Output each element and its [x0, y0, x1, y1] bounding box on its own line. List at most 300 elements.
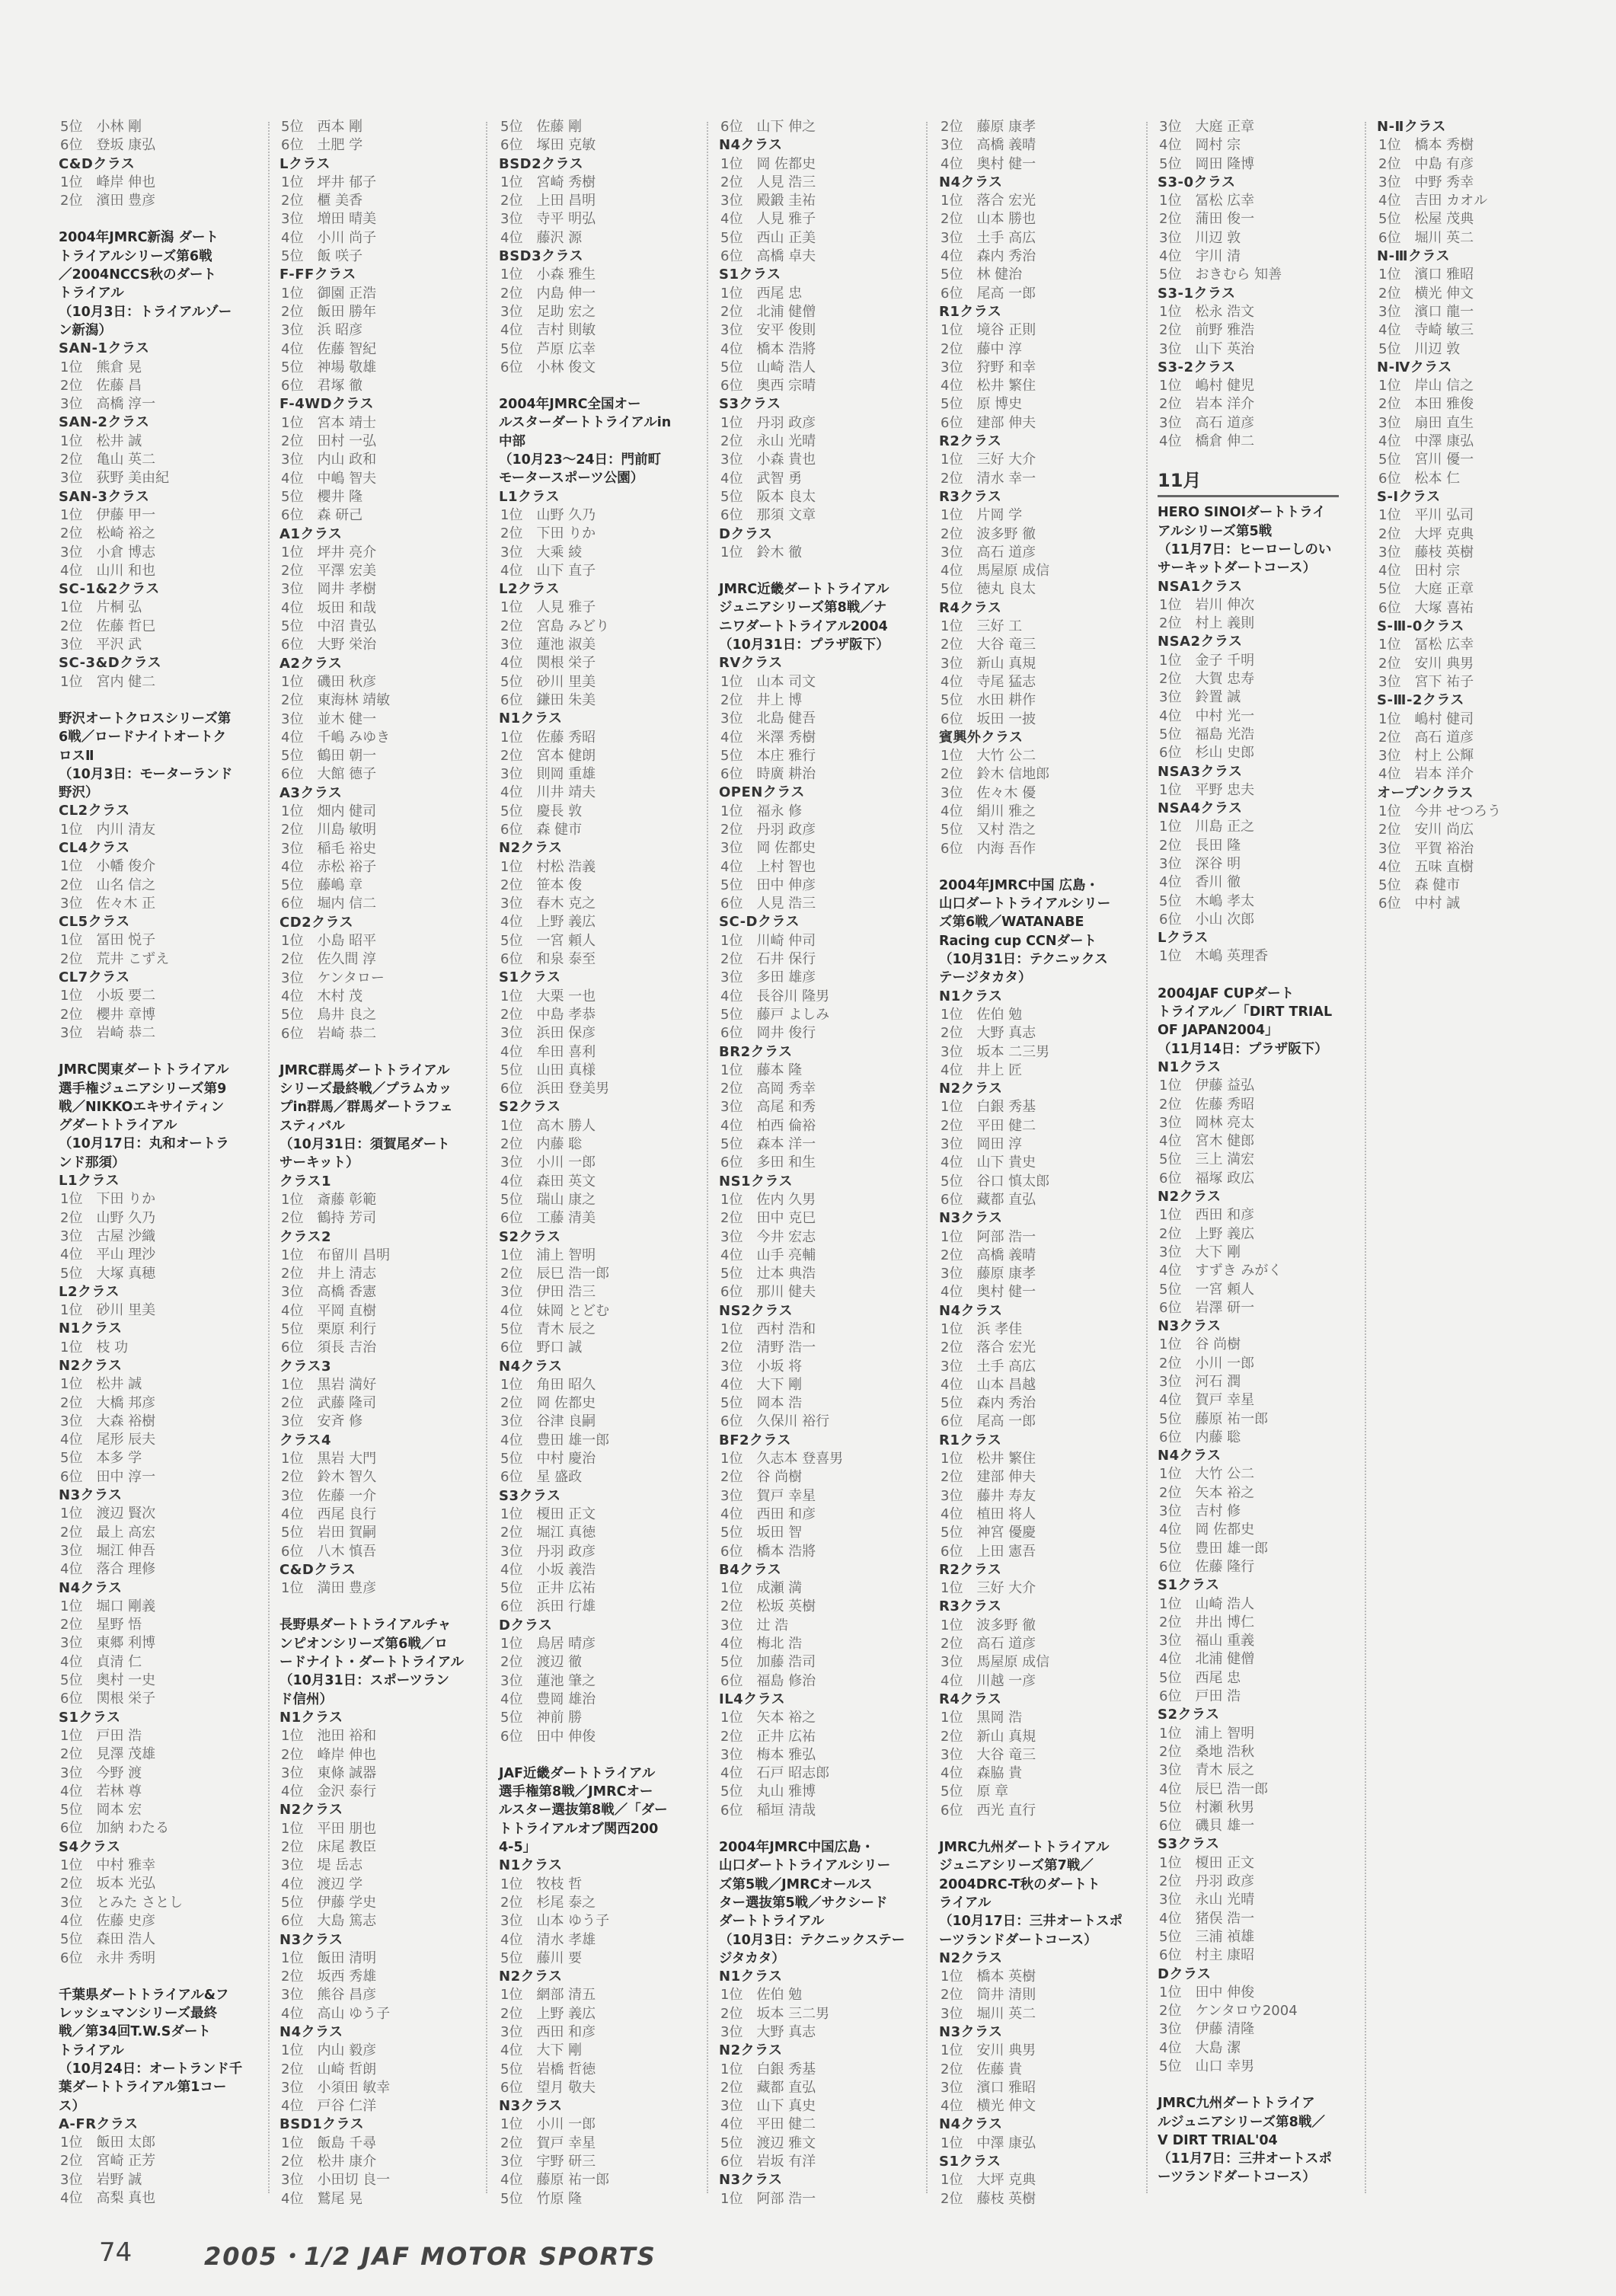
result-entry: 1位 鈴木 徹 [720, 544, 803, 560]
result-entry: 1位 川崎 仲司 [720, 932, 816, 949]
event-title-line: ズ第5戦／JMRCオールス [719, 1876, 873, 1892]
event-title-line: （10月31日：テクニックス [939, 952, 1108, 968]
result-entry: 4位 井上 匠 [941, 1062, 1023, 1078]
event-title-line: 2004DRC-T秋のダートト [939, 1876, 1100, 1892]
result-entry: 1位 浜 孝佳 [941, 1321, 1023, 1337]
event-title-line: ードナイト・ダートトライアル [279, 1655, 465, 1671]
result-entry: 1位 岩川 伸次 [1159, 596, 1255, 613]
event-title-line: 戦／第34回T.W.Sダート [59, 2024, 211, 2040]
result-entry: 3位 土手 高広 [941, 1358, 1036, 1375]
result-entry: 6位 尾高 一郎 [941, 285, 1036, 302]
result-entry: 1位 境谷 正則 [941, 322, 1036, 339]
result-entry: 6位 登坂 康弘 [60, 137, 156, 154]
result-entry: 3位 川辺 敦 [1159, 229, 1241, 246]
event-title-line: JAF近畿ダートトライアル [499, 1765, 656, 1781]
event-title-line: （10月17日：三井オートスポ [939, 1914, 1123, 1930]
result-entry: 4位 橋本 浩將 [720, 340, 816, 357]
result-entry: 6位 浜田 行雄 [500, 1598, 596, 1615]
result-entry: 1位 中村 雅幸 [60, 1857, 156, 1874]
result-entry: 5位 宮川 優一 [1378, 452, 1474, 468]
result-entry: 3位 伊田 浩三 [500, 1284, 596, 1301]
result-entry: 2位 荒井 こずえ [60, 950, 170, 967]
result-entry: 4位 平岡 直樹 [281, 1302, 377, 1319]
result-entry: 3位 小坂 将 [720, 1358, 803, 1375]
event-title-line: ンピオンシリーズ第6戦／ロ [279, 1636, 448, 1652]
class-heading: S2クラス [499, 1228, 561, 1245]
result-entry: 3位 佐々木 正 [60, 895, 156, 912]
result-entry: 4位 鷲尾 晃 [281, 2190, 363, 2207]
result-entry: 6位 多田 和生 [720, 1154, 816, 1171]
event-title-line: JMRC群馬ダートトライアル [279, 1062, 450, 1078]
event-title-line: （10月31日：須賀尾ダート [279, 1137, 450, 1153]
result-entry: 3位 岡井 孝樹 [281, 581, 377, 598]
result-entry: 3位 中野 秀幸 [1378, 174, 1474, 190]
class-heading: S-Ⅲ-2クラス [1377, 692, 1464, 709]
result-entry: 5位 森田 浩人 [60, 1931, 156, 1948]
result-entry: 3位 辻 浩 [720, 1617, 789, 1633]
event-title-line: ス） [59, 2098, 85, 2114]
result-entry: 6位 田中 淳一 [60, 1468, 156, 1485]
result-entry: 6位 磯貝 雄一 [1159, 1818, 1255, 1835]
result-entry: 2位 田中 克巳 [720, 1210, 816, 1227]
result-entry: 1位 阿部 浩一 [720, 2190, 816, 2207]
result-entry: 3位 浜 昭彦 [281, 322, 363, 339]
result-entry: 2位 櫻井 章博 [60, 1006, 156, 1023]
class-heading: S2クラス [499, 1099, 561, 1116]
result-entry: 6位 堀川 英二 [1378, 229, 1474, 246]
event-title-line: グダートトライアル [59, 1118, 177, 1134]
result-entry: 1位 松永 浩文 [1159, 303, 1255, 320]
result-entry: 1位 黒岩 大門 [281, 1451, 377, 1467]
result-entry: 1位 黒岩 満好 [281, 1376, 377, 1393]
spacer [279, 1043, 470, 1062]
result-entry: 2位 平澤 宏美 [281, 563, 377, 580]
result-entry: 3位 堀川 英二 [941, 2005, 1036, 2022]
result-entry: 5位 竹原 隆 [500, 2190, 583, 2207]
result-entry: 5位 栗原 利行 [281, 1321, 377, 1337]
class-heading: N4クラス [279, 2023, 343, 2040]
spacer [939, 858, 1129, 877]
class-heading: SAN-3クラス [59, 488, 150, 505]
result-entry: 1位 西村 浩和 [720, 1321, 816, 1337]
result-entry: 6位 工藤 清美 [500, 1210, 596, 1227]
result-entry: 6位 戸田 浩 [1159, 1688, 1241, 1705]
result-entry: 4位 高梨 真也 [60, 2190, 156, 2207]
result-entry: 6位 森 健市 [500, 821, 583, 838]
result-entry: 3位 平沢 武 [60, 637, 142, 653]
class-heading: C&Dクラス [279, 1561, 356, 1578]
class-heading: NSA2クラス [1158, 634, 1243, 650]
result-entry: 5位 又村 浩之 [941, 822, 1036, 838]
result-entry: 1位 平川 弘司 [1378, 507, 1474, 524]
result-entry: 5位 岩田 賀嗣 [281, 1525, 377, 1541]
result-entry: 5位 佐藤 剛 [500, 119, 583, 135]
result-entry: 3位 大野 真志 [720, 2023, 816, 2040]
class-heading: S1クラス [719, 267, 781, 283]
result-entry: 3位 小倉 博志 [60, 544, 156, 560]
result-entry: 1位 片桐 弘 [60, 599, 142, 616]
result-entry: 6位 小山 次郎 [1159, 911, 1255, 928]
result-entry: 1位 三好 工 [941, 618, 1023, 635]
event-title-line: ター選抜第5戦／サクシード [719, 1895, 888, 1911]
result-entry: 4位 吉村 則敏 [500, 322, 596, 339]
result-entry: 4位 小川 尚子 [281, 229, 377, 246]
result-entry: 6位 森 研己 [281, 507, 363, 524]
class-heading: N3クラス [279, 1931, 343, 1948]
result-entry: 3位 藤枝 英樹 [1378, 544, 1474, 560]
result-entry: 5位 神場 敬雄 [281, 359, 377, 375]
result-entry: 3位 堤 岳志 [281, 1857, 363, 1874]
class-heading: IL4クラス [719, 1691, 786, 1707]
result-entry: 1位 橋本 秀樹 [1378, 137, 1474, 154]
results-column-3 [499, 118, 694, 2207]
result-entry: 1位 飯田 清明 [281, 1950, 377, 1966]
result-entry: 3位 濱口 龍一 [1378, 303, 1474, 320]
class-heading: R4クラス [939, 599, 1002, 616]
result-entry: 2位 笹本 俊 [500, 877, 583, 893]
class-heading: R1クラス [939, 1432, 1002, 1448]
result-entry: 6位 中村 誠 [1378, 896, 1461, 912]
result-entry: 3位 高石 道彦 [941, 544, 1036, 560]
result-entry: 3位 伊藤 清隆 [1159, 2021, 1255, 2038]
result-entry: 1位 西尾 忠 [720, 285, 803, 302]
class-heading: N3クラス [939, 2023, 1003, 2040]
result-entry: 3位 今野 渡 [60, 1764, 142, 1781]
result-entry: 6位 小林 俊文 [500, 359, 596, 375]
result-entry: 4位 橋倉 伸二 [1159, 433, 1255, 450]
result-entry: 1位 久志本 登喜男 [720, 1451, 844, 1467]
class-heading: N-Ⅱクラス [1377, 119, 1446, 135]
result-entry: 4位 寺崎 敏三 [1378, 322, 1474, 339]
event-title-line: （10月31日：プラザ阪下） [719, 637, 889, 653]
result-entry: 2位 清野 浩一 [720, 1340, 816, 1356]
result-entry: 3位 宮下 祐子 [1378, 673, 1474, 690]
result-entry: 1位 松井 繁住 [941, 1451, 1036, 1467]
result-entry: 3位 小森 貴也 [720, 452, 816, 468]
result-entry: 6位 土肥 学 [281, 137, 363, 154]
result-entry: 3位 安斉 修 [281, 1413, 363, 1430]
result-entry: 4位 平田 健二 [720, 2116, 816, 2133]
result-entry: 5位 芦原 広幸 [500, 340, 596, 357]
event-title-line: ジュニアシリーズ第7戦／ [939, 1858, 1094, 1874]
result-entry: 3位 佐々木 優 [941, 784, 1036, 801]
event-title-line: （10月23〜24日：門前町 [499, 452, 662, 468]
class-heading: BF2クラス [719, 1432, 791, 1448]
result-entry: 4位 北浦 健僧 [1159, 1651, 1255, 1668]
result-entry: 1位 宮崎 秀樹 [500, 174, 596, 190]
event-title-line: テージタカタ） [939, 970, 1032, 986]
result-entry: 4位 赤松 裕子 [281, 858, 377, 875]
result-entry: 4位 奥村 健一 [941, 1284, 1036, 1301]
class-heading: Dクラス [1158, 1965, 1212, 1982]
result-entry: 2位 矢本 裕之 [1159, 1484, 1255, 1501]
result-entry: 4位 佐藤 史彦 [60, 1912, 156, 1929]
result-entry: 3位 福山 重義 [1159, 1633, 1255, 1649]
class-heading: BSD3クラス [499, 248, 584, 265]
class-heading: N2クラス [499, 1969, 563, 1985]
results-column-2 [279, 118, 474, 2207]
result-entry: 6位 大館 德子 [281, 766, 377, 783]
event-title-line: 戦／NIKKOエキサイティン [59, 1099, 225, 1115]
result-entry: 1位 冨松 広幸 [1378, 637, 1474, 653]
result-entry: 1位 小坂 要二 [60, 988, 156, 1004]
result-entry: 1位 下田 りか [60, 1191, 156, 1208]
result-entry: 3位 高尾 和秀 [720, 1099, 816, 1116]
class-heading: F-4WDクラス [279, 396, 374, 413]
result-entry: 5位 大庭 正章 [1378, 581, 1474, 598]
result-entry: 5位 岩橋 哲徳 [500, 2061, 596, 2077]
event-title-line: トトライアルオブ関西200 [499, 1821, 659, 1837]
result-entry: 5位 丸山 雅博 [720, 1783, 816, 1800]
result-entry: 4位 坂田 和哉 [281, 599, 377, 616]
result-entry: 1位 西田 和彦 [1159, 1207, 1255, 1224]
result-entry: 1位 飯田 太郎 [60, 2135, 156, 2151]
event-title-line: （11月7日：三井オートスポ [1158, 2151, 1332, 2167]
result-entry: 5位 福島 光浩 [1159, 726, 1255, 742]
result-entry: 3位 村上 公輝 [1378, 748, 1474, 765]
result-entry: 6位 岩崎 恭二 [281, 1025, 377, 1042]
class-heading: N3クラス [499, 2098, 563, 2115]
result-entry: 4位 岩本 洋介 [1378, 766, 1474, 783]
class-heading: CL2クラス [59, 803, 130, 819]
result-entry: 5位 渡辺 雅文 [720, 2135, 816, 2151]
result-entry: 4位 西田 和彦 [720, 1506, 816, 1522]
event-title-line: モータースポーツ公園） [499, 471, 644, 487]
spacer [1158, 966, 1348, 985]
event-title-line: ライアル [939, 1895, 992, 1911]
result-entry: 3位 則岡 重雄 [500, 766, 596, 783]
result-entry: 2位 佐藤 哲巳 [60, 618, 156, 634]
class-heading: R1クラス [939, 303, 1002, 320]
result-entry: 2位 見澤 茂雄 [60, 1746, 156, 1763]
result-entry: 4位 辰巳 浩一郎 [1159, 1780, 1269, 1797]
result-entry: 2位 亀山 英二 [60, 452, 156, 468]
result-entry: 3位 山本 ゆう子 [500, 1913, 610, 1930]
result-entry: 5位 加藤 浩司 [720, 1654, 816, 1671]
result-entry: 2位 清水 幸一 [941, 470, 1036, 487]
result-entry: 2位 坂西 秀雄 [281, 1969, 377, 1985]
result-entry: 4位 中澤 康弘 [1378, 433, 1474, 450]
result-entry: 6位 西光 直行 [941, 1802, 1036, 1819]
result-entry: 2位 ケンタロウ2004 [1159, 2003, 1298, 2020]
result-entry: 4位 山下 貴史 [941, 1154, 1036, 1171]
column-divider [707, 122, 708, 2193]
event-title-line: ルスター選抜第8戦／「ダー [499, 1803, 668, 1819]
class-heading: CL5クラス [59, 914, 130, 931]
result-entry: 2位 辰巳 浩一郎 [500, 1266, 610, 1282]
result-entry: 3位 東郷 利博 [60, 1635, 156, 1652]
result-entry: 4位 佐藤 智紀 [281, 340, 377, 357]
event-title-line: （10月31日：スポーツラン [279, 1673, 450, 1689]
result-entry: 4位 高山 ゆう子 [281, 2005, 391, 2022]
result-entry: 4位 川越 一彦 [941, 1672, 1036, 1689]
result-entry: 6位 久保川 裕行 [720, 1413, 830, 1430]
result-entry: 1位 山本 司文 [720, 673, 816, 690]
result-entry: 3位 内山 政和 [281, 452, 377, 468]
result-entry: 5位 岡本 宏 [60, 1802, 142, 1819]
result-entry: 3位 堀江 伸吾 [60, 1542, 156, 1559]
class-heading: N4クラス [499, 1358, 563, 1375]
result-entry: 1位 飯島 千尋 [281, 2135, 377, 2151]
result-entry: 3位 馬屋原 成信 [941, 1654, 1050, 1671]
result-entry: 1位 熊倉 晃 [60, 359, 142, 375]
event-title-line: ーツランドダートコース） [1158, 2170, 1316, 2186]
class-heading: N2クラス [939, 1081, 1003, 1097]
result-entry: 6位 内藤 聡 [1159, 1429, 1241, 1445]
result-entry: 1位 鳥居 晴彦 [500, 1636, 596, 1653]
class-heading: N1クラス [939, 988, 1003, 1004]
result-entry: 1位 中澤 康弘 [941, 2135, 1036, 2151]
class-heading: L2クラス [59, 1283, 120, 1300]
class-heading: SAN-2クラス [59, 414, 150, 431]
class-heading: A-FRクラス [59, 2116, 139, 2132]
result-entry: 3位 北島 健吾 [720, 711, 816, 727]
result-entry: 4位 山川 和也 [60, 562, 156, 579]
column-divider [1146, 122, 1148, 2193]
result-entry: 4位 人見 雅子 [720, 211, 816, 228]
result-entry: 6位 須長 吉治 [281, 1340, 377, 1356]
class-heading: Dクラス [499, 1617, 553, 1633]
class-heading: S-Ⅲ-0クラス [1377, 618, 1464, 635]
event-title-line: ロスⅡ [59, 748, 94, 764]
event-title-line: 野沢オートクロスシリーズ第 [59, 711, 232, 726]
result-entry: 4位 上村 智也 [720, 858, 816, 875]
result-entry: 2位 床尾 教臣 [281, 1839, 377, 1856]
month-rule [1158, 495, 1339, 497]
result-entry: 1位 今井 せつろう [1378, 803, 1502, 819]
result-entry: 4位 すずき みがく [1159, 1263, 1282, 1279]
result-entry: 6位 那川 健夫 [720, 1284, 816, 1301]
result-entry: 3位 賀戸 幸星 [720, 1487, 816, 1504]
result-entry: 3位 とみた さとし [60, 1894, 184, 1911]
result-entry: 4位 川井 靖夫 [500, 784, 596, 801]
class-heading: R4クラス [939, 1691, 1002, 1707]
result-entry: 2位 岩本 洋介 [1159, 396, 1255, 413]
result-entry: 1位 池田 裕和 [281, 1728, 377, 1745]
result-entry: 5位 木嶋 孝太 [1159, 893, 1255, 909]
result-entry: 6位 佐藤 隆行 [1159, 1558, 1255, 1575]
result-entry: 3位 河石 潤 [1159, 1374, 1241, 1390]
result-entry: 5位 西尾 忠 [1159, 1669, 1241, 1686]
result-entry: 3位 山下 真史 [720, 2098, 816, 2115]
class-heading: N4クラス [719, 137, 783, 154]
result-entry: 2位 佐久間 淳 [281, 951, 377, 968]
class-heading: 賓興外クラス [939, 729, 1024, 746]
result-entry: 1位 宮本 靖士 [281, 414, 377, 431]
result-entry: 1位 松井 誠 [60, 1376, 142, 1393]
result-entry: 3位 新山 真規 [941, 655, 1036, 672]
event-title-line: JMRC関東ダートトライアル [59, 1062, 229, 1078]
result-entry: 3位 佐藤 一介 [281, 1487, 377, 1504]
result-entry: 5位 小林 剛 [60, 119, 142, 135]
result-entry: 6位 尾高 一郎 [941, 1413, 1036, 1430]
result-entry: 4位 清水 孝雄 [500, 1931, 596, 1948]
result-entry: 2位 平田 健二 [941, 1117, 1036, 1134]
result-entry: 2位 新山 真規 [941, 1728, 1036, 1745]
result-entry: 4位 関根 栄子 [500, 655, 596, 672]
result-entry: 2位 内藤 聡 [500, 1136, 583, 1153]
class-heading: S3-2クラス [1158, 359, 1236, 375]
result-entry: 6位 建部 伸夫 [941, 414, 1036, 431]
result-entry: 2位 藏都 直弘 [720, 2079, 816, 2096]
result-entry: 2位 坂本 三二男 [720, 2005, 830, 2022]
result-entry: 3位 岡林 亮太 [1159, 1114, 1255, 1131]
result-entry: 4位 金沢 泰行 [281, 1783, 377, 1800]
event-title-line: トライアル [59, 286, 124, 302]
results-column-7 [1377, 118, 1572, 2197]
event-title-line: ニワダートトライアル2004 [719, 618, 888, 634]
result-entry: 1位 平田 朋也 [281, 1820, 377, 1837]
result-entry: 5位 原 博史 [941, 396, 1023, 413]
class-heading: クラス1 [279, 1173, 331, 1190]
result-entry: 4位 山手 亮輔 [720, 1247, 816, 1263]
page-number: 74 [99, 2237, 133, 2268]
result-entry: 4位 豊岡 雄治 [500, 1691, 596, 1707]
class-heading: RVクラス [719, 655, 783, 672]
result-entry: 3位 藤原 康孝 [941, 1266, 1036, 1282]
result-entry: 6位 塚田 克敏 [500, 137, 596, 154]
result-entry: 2位 鶴持 芳司 [281, 1210, 377, 1227]
class-heading: NSA3クラス [1158, 763, 1243, 780]
result-entry: 1位 濱口 雅昭 [1378, 267, 1474, 283]
class-heading: S3クラス [719, 396, 781, 413]
month-heading: 11月 [1158, 470, 1202, 492]
result-entry: 1位 山崎 浩人 [1159, 1595, 1255, 1612]
class-heading: NSA4クラス [1158, 800, 1243, 817]
result-entry: 3位 谷津 良嗣 [500, 1413, 596, 1430]
result-entry: 3位 梅本 雅弘 [720, 1746, 816, 1763]
result-entry: 4位 若林 尊 [60, 1783, 142, 1799]
result-entry: 6位 福島 修治 [720, 1672, 816, 1689]
result-entry: 2位 東海林 靖敏 [281, 692, 391, 709]
result-entry: 3位 小須田 敏幸 [281, 2079, 391, 2096]
event-title-line: 野沢） [59, 785, 99, 801]
result-entry: 1位 福永 修 [720, 803, 803, 819]
event-title-line: 6戦／ロードナイトオートク [59, 730, 227, 746]
result-entry: 4位 落合 理修 [60, 1561, 156, 1578]
result-entry: 5位 鳥井 良之 [281, 1007, 377, 1023]
result-entry: 5位 坂田 智 [720, 1525, 803, 1541]
event-title-line: シリーズ最終戦／プラムカッ [279, 1081, 452, 1097]
result-entry: 6位 田中 伸俊 [500, 1728, 596, 1745]
result-entry: 6位 藏都 直弘 [941, 1191, 1036, 1208]
result-entry: 2位 人見 浩三 [720, 174, 816, 190]
class-heading: N1クラス [1158, 1059, 1222, 1075]
class-heading: N4クラス [939, 2116, 1003, 2133]
result-entry: 1位 落合 宏光 [941, 193, 1036, 209]
result-entry: 3位 永山 光晴 [1159, 1892, 1255, 1908]
result-entry: 2位 大谷 竜三 [941, 637, 1036, 653]
class-heading: SC-3&Dクラス [59, 655, 162, 672]
result-entry: 6位 福塚 政広 [1159, 1170, 1255, 1186]
result-entry: 4位 山本 昌越 [941, 1376, 1036, 1393]
result-entry: 5位 岡田 隆博 [1159, 155, 1255, 172]
event-title-line: 長野県ダートトライアルチャ [279, 1617, 452, 1633]
result-entry: 2位 下田 りか [500, 525, 596, 542]
result-entry: 5位 水田 耕作 [941, 692, 1036, 709]
result-entry: 1位 小森 雅生 [500, 267, 596, 283]
result-entry: 2位 長田 隆 [1159, 837, 1241, 854]
class-heading: S-Ⅰクラス [1377, 488, 1441, 505]
result-entry: 5位 鶴田 朝一 [281, 748, 377, 765]
event-title-line: 選手権第8戦／JMRCオー [499, 1784, 653, 1800]
result-entry: 2位 飯田 勝年 [281, 303, 377, 320]
event-title-line: サーキット） [279, 1155, 359, 1171]
result-entry: 5位 藤原 祐一郎 [1159, 1410, 1269, 1427]
result-entry: 1位 榎田 正文 [1159, 1854, 1255, 1871]
result-entry: 2位 前野 雅浩 [1159, 322, 1255, 339]
class-heading: N2クラス [499, 840, 563, 857]
